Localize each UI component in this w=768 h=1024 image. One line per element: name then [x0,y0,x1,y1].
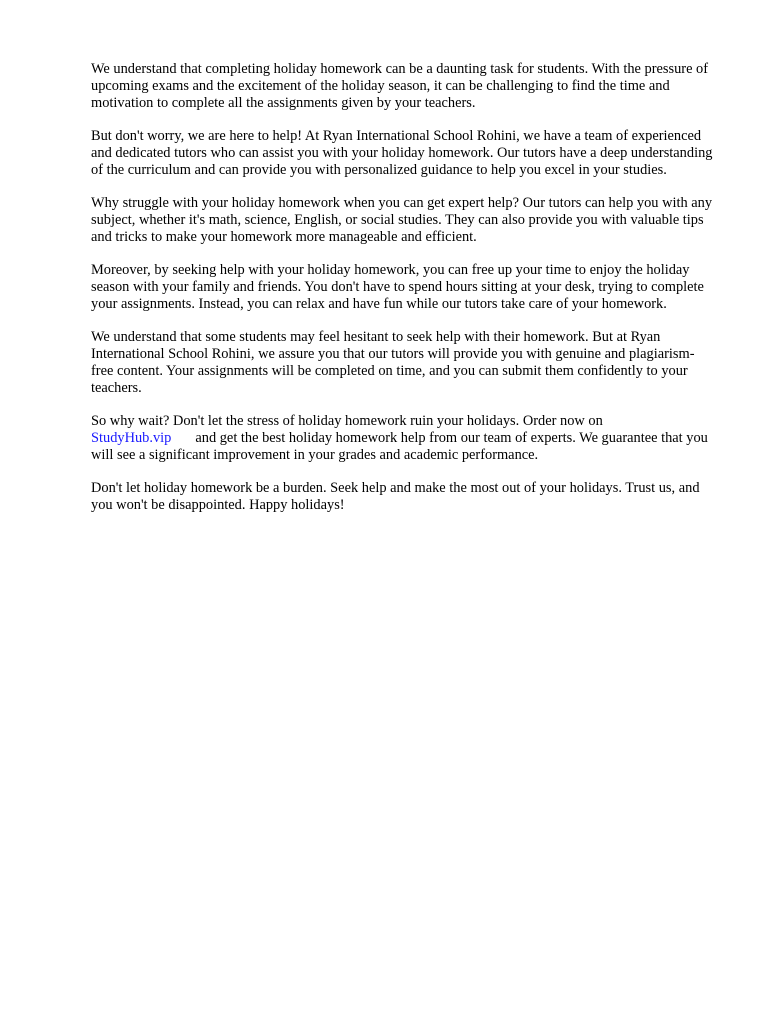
paragraph-expert-help: Why struggle with your holiday homework when you can get expert help? Our tutors can help you with any subject, whether it's math, science, English, or social studies. They can also provide you with valuable tips and tricks to make your homework more manageable and efficient. [91,195,713,245]
paragraph-closing: Don't let holiday homework be a burden. Seek help and make the most out of your holidays. Trust us, and you won't be disappointed. Happy holidays! [91,480,700,513]
paragraph-help-offer: But don't worry, we are here to help! At Ryan International School Rohini, we have a team of experienced and dedicated tutors who can assist you with your holiday homework. Our tutors have a deep understanding of the curriculum and can provide you with personalized guidance to help you excel in your studies. [91,128,713,178]
paragraph-intro: We understand that completing holiday homework can be a daunting task for students. With the pressure of upcoming exams and the excitement of the holiday season, it can be challenging to find the time and motivation to complete all the assignments given by your teachers. [91,61,709,111]
paragraph-call-to-action [91,413,716,464]
paragraph-free-time: Moreover, by seeking help with your holiday homework, you can free up your time to enjoy the holiday season with your family and friends. You don't have to spend hours sitting at your desk, trying to complete your assignments. Instead, you can relax and have fun while our tutors take care of your homework. [91,262,704,312]
document-page [91,61,716,530]
studyhub-link[interactable]: StudyHub.vip [91,430,172,446]
cta-text-after: and get the best holiday homework help from our team of experts. We guarantee that you will see a significant improvement in your grades and academic performance. [91,430,708,463]
cta-text-before: So why wait? Don't let the stress of holiday homework ruin your holidays. Order now on [91,413,603,429]
paragraph-assurance: We understand that some students may feel hesitant to seek help with their homework. But at Ryan International School Rohini, we assure you that our tutors will provide you with genuine and plagiarism-free content. Your assignments will be completed on time, and you can submit them confidently to your teachers. [91,329,695,396]
